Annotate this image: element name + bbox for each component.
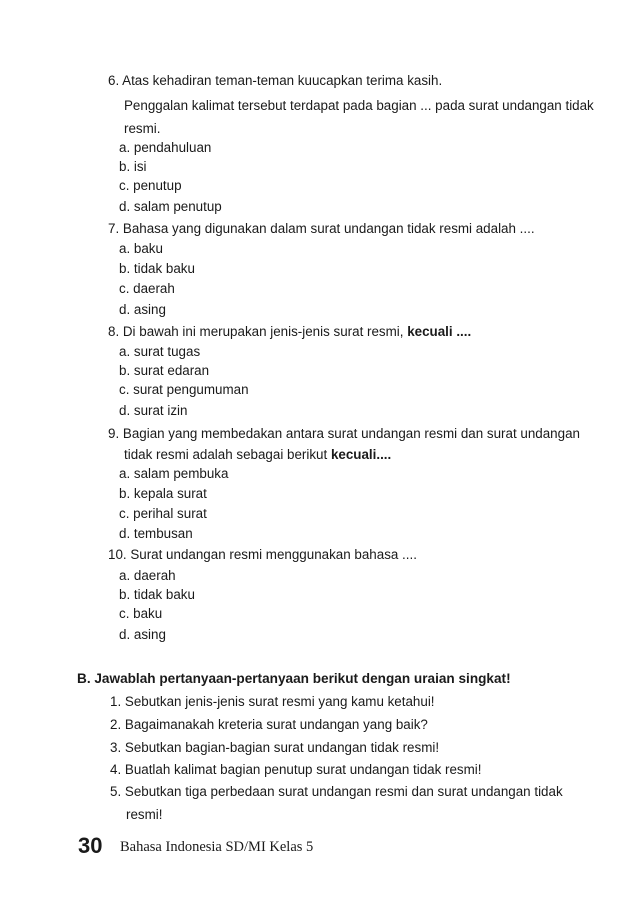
question-7-option-d: d. asing	[119, 302, 166, 317]
question-9-option-a: a. salam pembuka	[119, 466, 229, 481]
essay-question-5-cont: resmi!	[126, 807, 163, 822]
essay-question-4: 4. Buatlah kalimat bagian penutup surat undangan tidak resmi!	[110, 762, 482, 777]
question-9-option-d: d. tembusan	[119, 526, 193, 541]
essay-question-2: 2. Bagaimanakah kreteria surat undangan yang baik?	[110, 717, 428, 732]
question-10-option-b: b. tidak baku	[119, 587, 195, 602]
question-9: 9. Bagian yang membedakan antara surat undangan resmi dan surat undangan	[108, 426, 580, 441]
section-b-heading: B. Jawablah pertanyaan-pertanyaan berikut dengan uraian singkat!	[77, 671, 511, 686]
book-title: Bahasa Indonesia SD/MI Kelas 5	[120, 839, 314, 855]
essay-question-5: 5. Sebutkan tiga perbedaan surat undangan resmi dan surat undangan tidak	[110, 784, 563, 799]
question-6-option-d: d. salam penutup	[119, 199, 222, 214]
question-6: 6. Atas kehadiran teman-teman kuucapkan terima kasih.	[108, 73, 443, 88]
essay-question-1: 1. Sebutkan jenis-jenis surat resmi yang kamu ketahui!	[110, 694, 435, 709]
question-8-option-d: d. surat izin	[119, 403, 188, 418]
question-7-option-b: b. tidak baku	[119, 261, 195, 276]
question-6-option-a: a. pendahuluan	[119, 140, 212, 155]
question-9-emphasis: kecuali....	[330, 447, 392, 462]
question-9-line2	[124, 446, 391, 464]
question-8-text: 8. Di bawah ini merupakan jenis-jenis surat resmi,	[108, 324, 408, 339]
question-7-option-a: a. baku	[119, 241, 163, 256]
question-6-option-b: b. isi	[119, 159, 147, 174]
page-number: 30	[78, 833, 103, 858]
question-6-option-c: c. penutup	[119, 178, 182, 193]
question-9-option-c: c. perihal surat	[119, 506, 207, 521]
question-7-option-c: c. daerah	[119, 281, 175, 296]
question-8-option-a: a. surat tugas	[119, 344, 201, 359]
question-8-option-b: b. surat edaran	[119, 363, 210, 378]
essay-question-3: 3. Sebutkan bagian-bagian surat undangan tidak resmi!	[110, 740, 440, 755]
question-10: 10. Surat undangan resmi menggunakan bahasa ....	[108, 547, 417, 562]
question-9-line2-text: tidak resmi adalah sebagai berikut	[124, 447, 331, 462]
question-6-line3: resmi.	[124, 121, 161, 136]
question-8-option-c: c. surat pengumuman	[119, 382, 249, 397]
question-8	[108, 323, 471, 341]
question-8-emphasis: kecuali ....	[407, 324, 472, 339]
question-10-option-a: a. daerah	[119, 568, 176, 583]
question-7: 7. Bahasa yang digunakan dalam surat undangan tidak resmi adalah ....	[108, 221, 535, 236]
question-10-option-d: d. asing	[119, 627, 166, 642]
question-9-option-b: b. kepala surat	[119, 486, 207, 501]
question-6-line2: Penggalan kalimat tersebut terdapat pada bagian ... pada surat undangan tidak	[124, 98, 594, 113]
question-10-option-c: c. baku	[119, 606, 163, 621]
